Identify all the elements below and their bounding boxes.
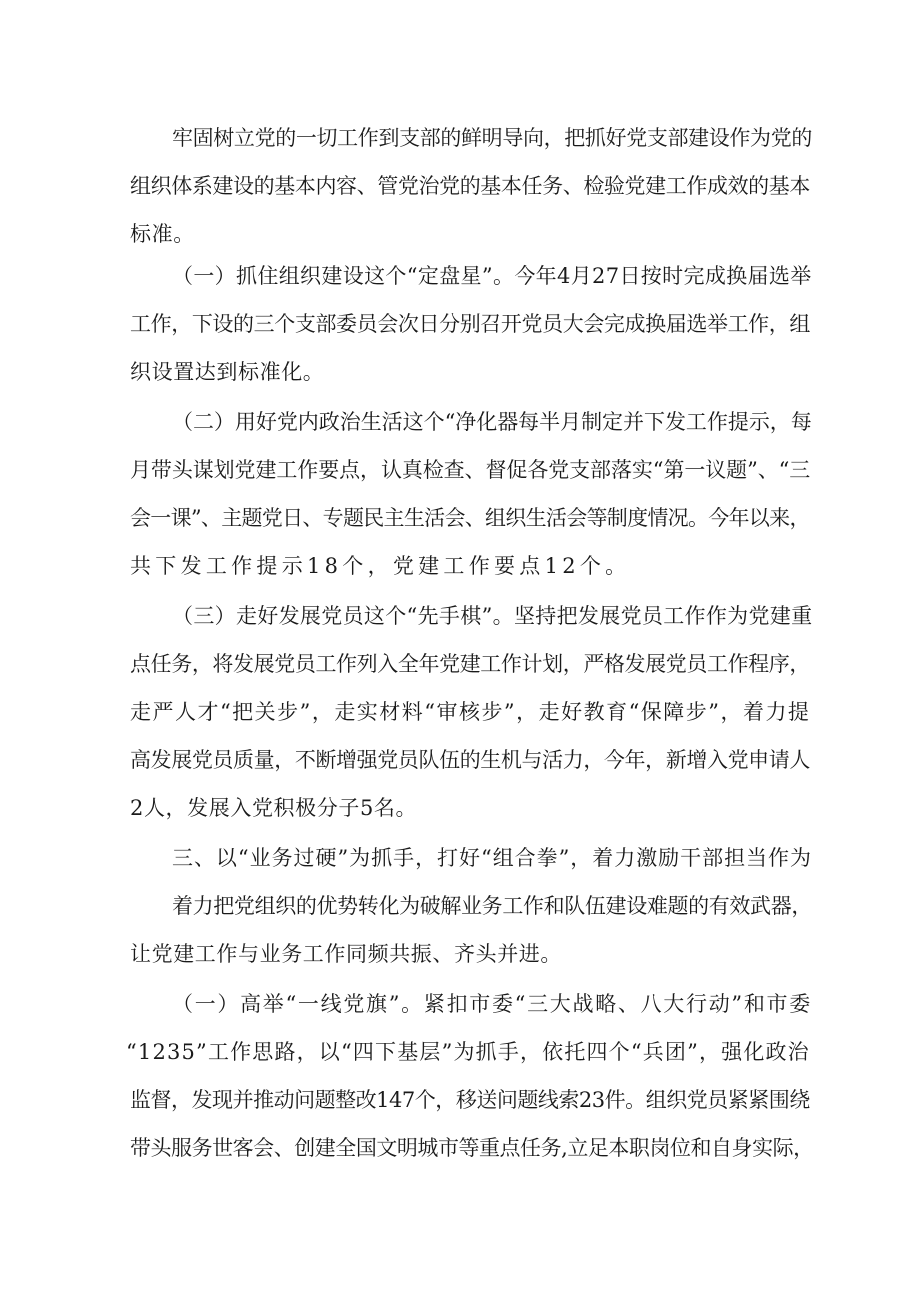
text-line: 标准。 xyxy=(130,222,195,246)
text-line: 会一课”、主题党日、专题民主生活会、组织生活会等制度情况。今年以来， xyxy=(130,506,810,530)
text-line: （一）抓住组织建设这个“定盘星”。今年4月27日按时完成换届选举 xyxy=(172,264,812,288)
text-line: 牢固树立党的一切工作到支部的鲜明导向，把抓好党支部建设作为党的 xyxy=(172,126,812,150)
text-line: 共下发工作提示18个，党建工作要点12个。 xyxy=(130,554,630,578)
text-line: 走严人才“把关步”，走实材料“审核步”，走好教育“保障步”，着力提 xyxy=(130,700,810,724)
text-line: （二）用好党内政治生活这个“净化器每半月制定并下发工作提示，每 xyxy=(172,410,812,434)
text-line: 带头服务世客会、创建全国文明城市等重点任务,立足本职岗位和自身实际， xyxy=(130,1136,814,1160)
text-line: 组织体系建设的基本内容、管党治党的基本任务、检验党建工作成效的基本 xyxy=(130,174,810,198)
text-line: 点任务，将发展党员工作列入全年党建工作计划，严格发展党员工作程序， xyxy=(130,652,810,676)
text-line: 2人，发展入党积极分子5名。 xyxy=(130,796,418,820)
text-line: 监督，发现并推动问题整改147个，移送问题线索23件。组织党员紧紧围绕 xyxy=(130,1088,810,1112)
text-line: 让党建工作与业务工作同频共振、齐头并进。 xyxy=(130,942,562,966)
text-line: “1235”工作思路，以“四下基层”为抓手，依托四个“兵团”，强化政治 xyxy=(126,1040,810,1064)
section-heading: 三、以“业务过硬”为抓手，打好“组合拳”，着力激励干部担当作为 xyxy=(172,846,812,870)
text-line: 织设置达到标准化。 xyxy=(130,360,325,384)
text-line: 工作，下设的三个支部委员会次日分别召开党员大会完成换届选举工作，组 xyxy=(130,312,810,336)
text-line: 高发展党员质量，不断增强党员队伍的生机与活力，今年，新增入党申请人 xyxy=(130,748,810,772)
text-line: 着力把党组织的优势转化为破解业务工作和队伍建设难题的有效武器， xyxy=(172,894,812,918)
text-line: 月带头谋划党建工作要点，认真检查、督促各党支部落实“第一议题”、“三 xyxy=(130,458,810,482)
text-line: （一）高举“一线党旗”。紧扣市委“三大战略、八大行动”和市委 xyxy=(172,992,812,1016)
text-line: （三）走好发展党员这个“先手棋”。坚持把发展党员工作作为党建重 xyxy=(172,604,812,628)
